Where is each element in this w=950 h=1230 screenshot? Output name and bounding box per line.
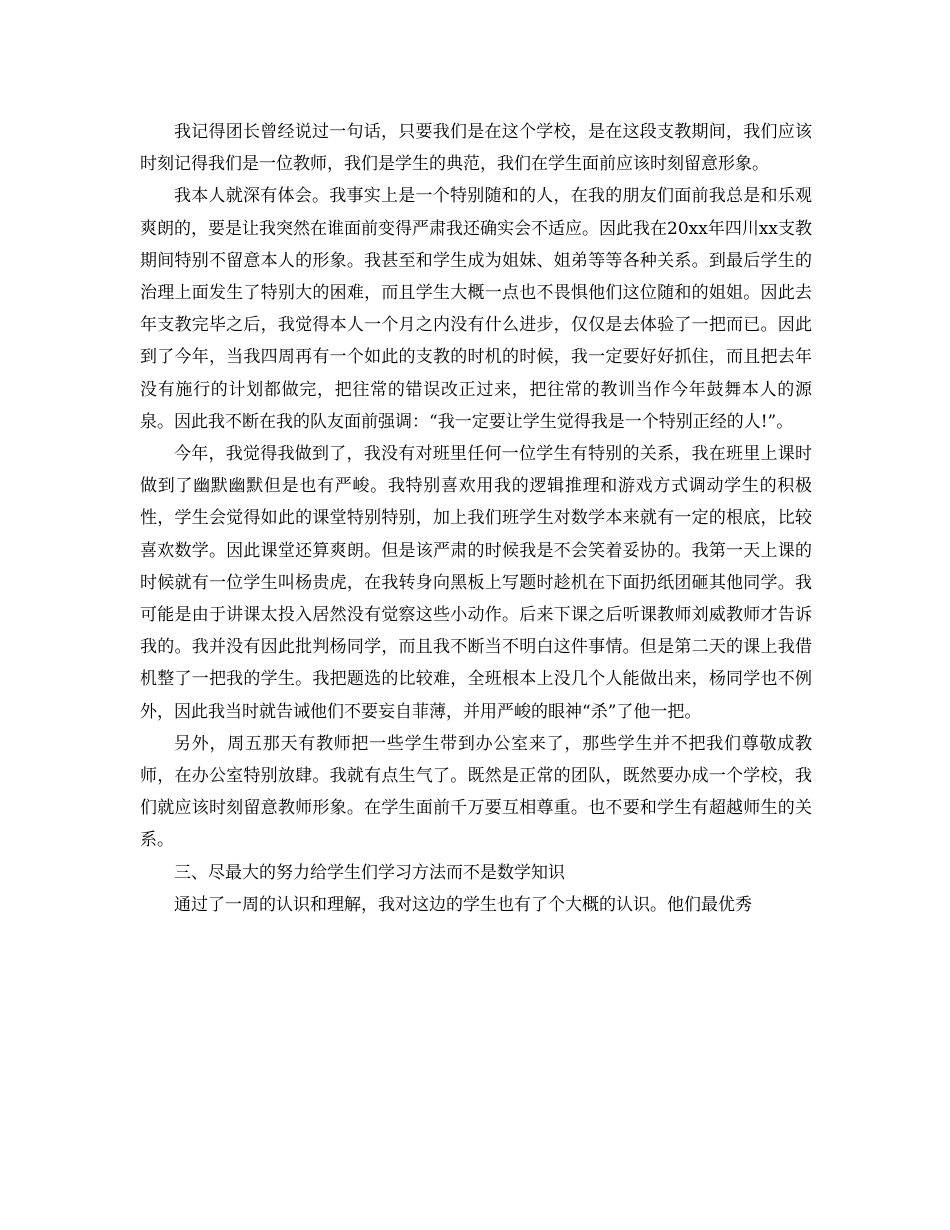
section-heading: 三、尽最大的努力给学生们学习方法而不是数学知识 xyxy=(174,862,565,883)
paragraph-2: 我本人就深有体会。我事实上是一个特别随和的人，在我的朋友们面前我总是和乐观爽朗的，要是让我突然在谁面前变得严肃我还确实会不适应。因此我在20xx年四川xx支教期间特别不留意本人的形象。我甚至和学生成为姐妹、姐弟等等各种关系。到最后学生的治理上面发生了特别大的困难，而且学生大概一点也不畏惧他们这位随和的姐姐。因此去年支教完毕之后，我觉得本人一个月之内没有什么进步，仅仅是去体验了一把而已。因此到了今年，当我四周再有一个如此的支教的时机的时候，我一定要好好抓住，而且把去年没有施行的计划都做完，把往常的错误改正过来，把往常的教训当作今年鼓舞本人的源泉。因此我不断在我的队友面前强调：“我一定要让学生觉得我是一个特别正经的人!”。 xyxy=(140,186,812,432)
paragraph-1: 我记得团长曾经说过一句话，只要我们是在这个学校，是在这段支教期间，我们应该时刻记得我们是一位教师，我们是学生的典范，我们在学生面前应该时刻留意形象。 xyxy=(140,122,812,175)
paragraph-5: 通过了一周的认识和理解，我对这边的学生也有了个大概的认识。他们最优秀 xyxy=(174,894,752,915)
paragraph-3: 今年，我觉得我做到了，我没有对班里任何一位学生有特别的关系，我在班里上课时做到了幽默幽默但是也有严峻。我特别喜欢用我的逻辑推理和游戏方式调动学生的积极性，学生会觉得如此的课堂特别特别，加上我们班学生对数学本来就有一定的根底，比较喜欢数学。因此课堂还算爽朗。但是该严肃的时候我是不会笑着妥协的。我第一天上课的时候就有一位学生叫杨贵虎，在我转身向黑板上写题时趁机在下面扔纸团砸其他同学。我可能是由于讲课太投入居然没有觉察这些小动作。后来下课之后听课教师刘威教师才告诉我的。我并没有因此批判杨同学，而且我不断当不明白这件事情。但是第二天的课上我借机整了一把我的学生。我把题选的比较难，全班根本上没几个人能做出来，杨同学也不例外，因此我当时就告诫他们不要妄自菲薄，并用严峻的眼神“杀”了他一把。 xyxy=(140,444,812,722)
paragraph-4: 另外，周五那天有教师把一些学生带到办公室来了，那些学生并不把我们尊敬成教师，在办公室特别放肆。我就有点生气了。既然是正常的团队，既然要办成一个学校，我们就应该时刻留意教师形象。在学生面前千万要互相尊重。也不要和学生有超越师生的关系。 xyxy=(140,733,812,851)
document-body xyxy=(140,116,812,921)
